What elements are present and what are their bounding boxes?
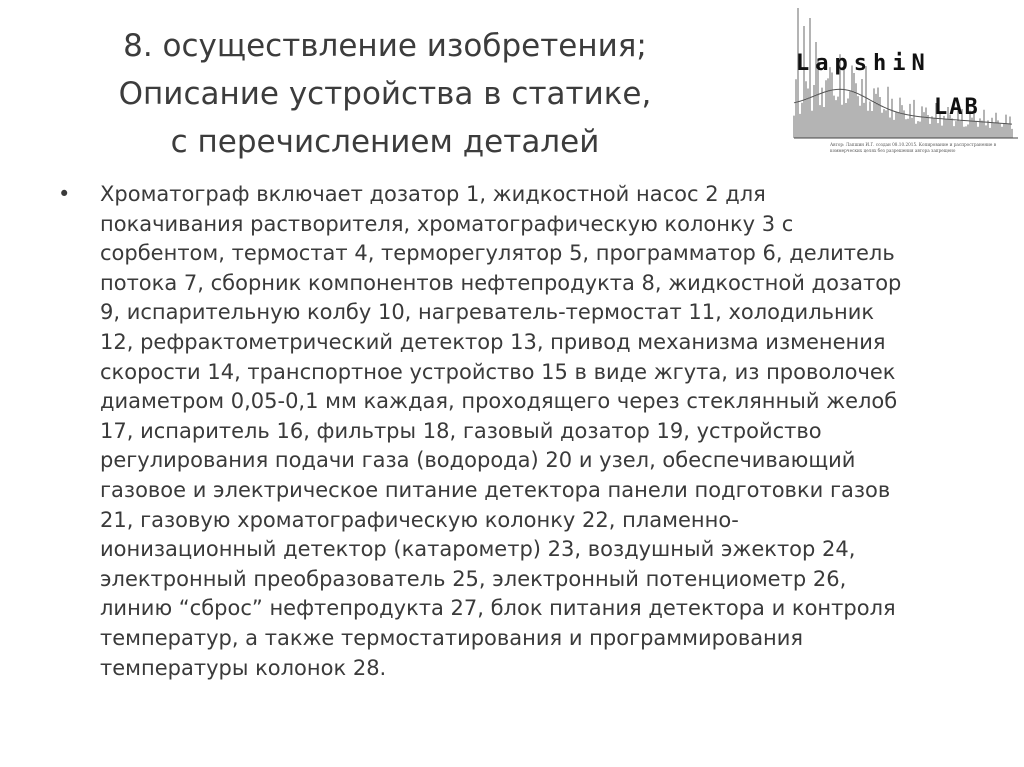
bullet-line: регулирования подачи газа (водорода) 20 и узел, обеспечивающий [100,448,856,473]
bullet-line: потока 7, сборник компонентов нефтепродукта 8, жидкостной дозатор [100,270,902,295]
bullet-line: линию “сброс” нефтепродукта 27, блок питания детектора и контроля [100,596,896,621]
bullet-line: газовое и электрическое питание детектора панели подготовки газов [100,477,891,502]
bullet-line: электронный преобразователь 25, электронный потенциометр 26, [100,566,847,591]
title-line-2: Описание устройства в статике, [118,76,652,112]
logo-caption-1: Автор: Лапшин И.Г. создан 08.10.2015. Копирование и распространение в [830,142,997,147]
bullet-line: скорости 14, транспортное устройство 15 в виде жгута, из проволочек [100,359,896,384]
bullet-line: Хроматограф включает дозатор 1, жидкостной насос 2 для [100,182,766,206]
bullet-line: 17, испаритель 16, фильтры 18, газовый дозатор 19, устройство [100,418,822,443]
title-line-3: с перечислением деталей [170,124,600,160]
slide-title [60,22,710,166]
bullet-marker: • [58,182,71,206]
bullet-line: 12, рефрактометрический детектор 13, привод механизма изменения [100,329,886,354]
bullet-line: диаметром 0,05-0,1 мм каждая, проходящего через стеклянный желоб [100,389,898,414]
chromatogram-logo-image [786,0,1024,158]
bullet-line: сорбентом, термостат 4, терморегулятор 5, программатор 6, делитель [100,241,895,266]
title-line-1: 8. осуществление изобретения; [123,28,647,64]
bullet-line: ионизационный детектор (катарометр) 23, воздушный эжектор 24, [100,537,856,562]
bullet-list [58,180,988,683]
bullet-line: температур, а также термостатирования и программирования [100,625,804,650]
logo-lab-text: LAB [934,95,980,120]
lapshin-lab-logo [786,0,1024,158]
bullet-line: температуры колонок 28. [100,655,387,680]
bullet-item [58,180,988,683]
logo-lapshin-text: LapshiN [796,51,931,76]
logo-caption-2: коммерческих целях без разрешения автора запрещено [830,148,956,153]
bullet-line: 9, испарительную колбу 10, нагреватель-термостат 11, холодильник [100,300,875,325]
bullet-line: 21, газовую хроматографическую колонку 22, пламенно- [100,507,739,532]
bullet-line: покачивания растворителя, хроматографическую колонку 3 с [100,211,794,236]
